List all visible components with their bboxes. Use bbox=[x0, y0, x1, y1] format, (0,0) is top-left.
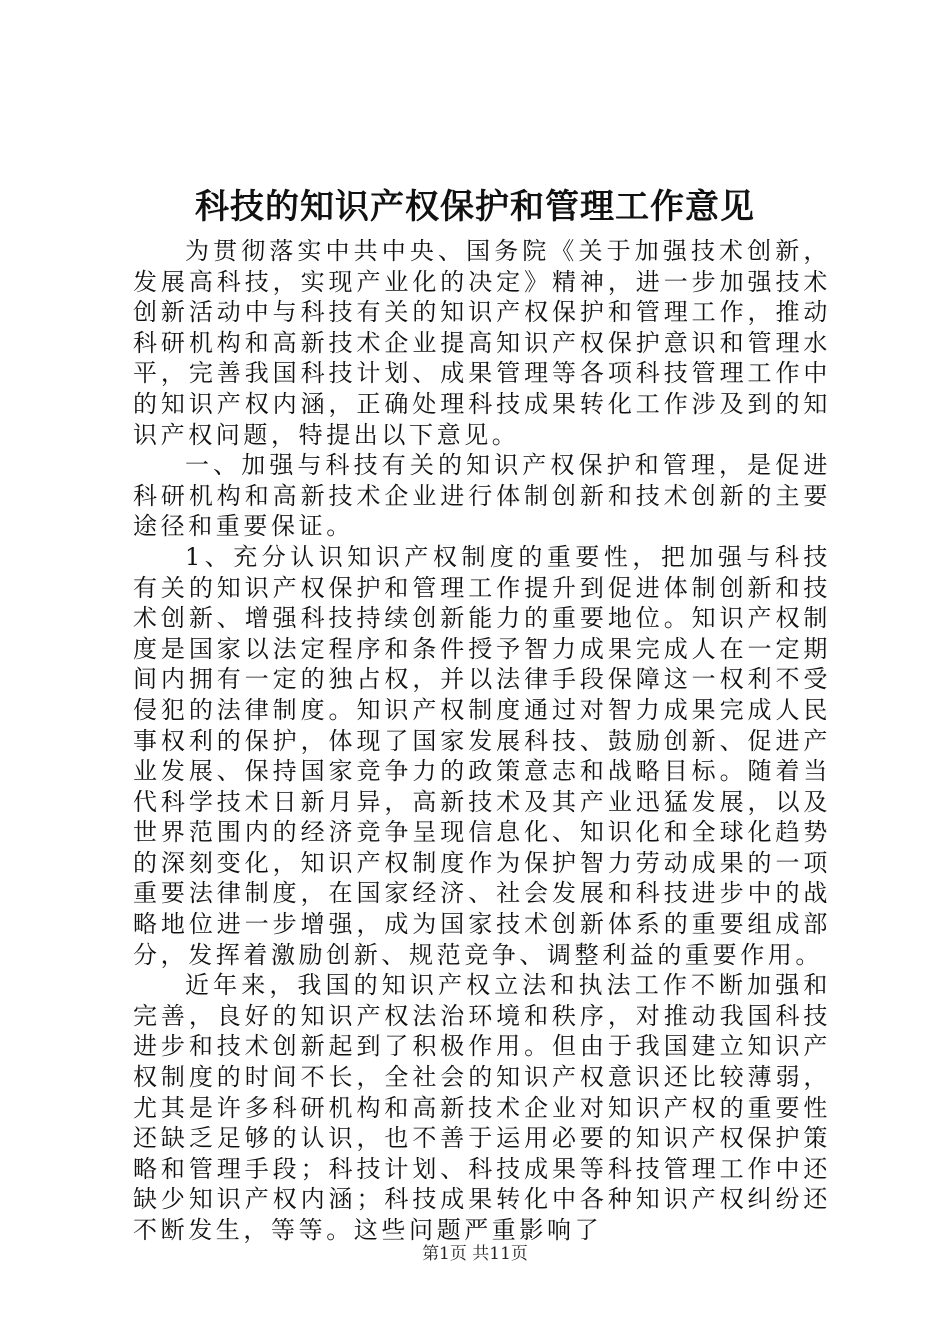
paragraph-intro: 为贯彻落实中共中央、国务院《关于加强技术创新，发展高科技，实现产业化的决定》精神，进一步加强技术创新活动中与科技有关的知识产权保护和管理工作，推动科研机构和高新技术企业提高知识产权保护意识和管理水平，完善我国科技计划、成果管理等各项科技管理工作中的知识产权内涵，正确处理科技成果转化工作涉及到的知识产权问题，特提出以下意见。 bbox=[133, 237, 831, 449]
paragraph-recent-years: 近年来，我国的知识产权立法和执法工作不断加强和完善，良好的知识产权法治环境和秩序，对推动我国科技进步和技术创新起到了积极作用。但由于我国建立知识产权制度的时间不长，全社会的知识产权意识还比较薄弱，尤其是许多科研机构和高新技术企业对知识产权的重要性还缺乏足够的认识，也不善于运用必要的知识产权保护策略和管理手段；科技计划、科技成果等科技管理工作中还缺少知识产权内涵；科技成果转化中各种知识产权纠纷还不断发生，等等。这些问题严重影响了 bbox=[133, 971, 831, 1244]
document-body bbox=[133, 236, 831, 1246]
page-footer: 第1页 共11页 bbox=[422, 1244, 528, 1264]
paragraph-item-one: 1、充分认识知识产权制度的重要性，把加强与科技有关的知识产权保护和管理工作提升到促进体制创新和技术创新、增强科技持续创新能力的重要地位。知识产权制度是国家以法定程序和条件授予智力成果完成人在一定期间内拥有一定的独占权，并以法律手段保障这一权利不受侵犯的法律制度。知识产权制度通过对智力成果完成人民事权利的保护，体现了国家发展科技、鼓励创新、促进产业发展、保持国家竞争力的政策意志和战略目标。随着当代科学技术日新月异，高新技术及其产业迅猛发展，以及世界范围内的经济竞争呈现信息化、知识化和全球化趋势的深刻变化，知识产权制度作为保护智力劳动成果的一项重要法律制度，在国家经济、社会发展和科技进步中的战略地位进一步增强，成为国家技术创新体系的重要组成部分，发挥着激励创新、规范竞争、调整利益的重要作用。 bbox=[133, 542, 831, 969]
document-title: 科技的知识产权保护和管理工作意见 bbox=[195, 187, 755, 227]
paragraph-section-one: 一、加强与科技有关的知识产权保护和管理，是促进科研机构和高新技术企业进行体制创新和技术创新的主要途径和重要保证。 bbox=[133, 451, 831, 541]
